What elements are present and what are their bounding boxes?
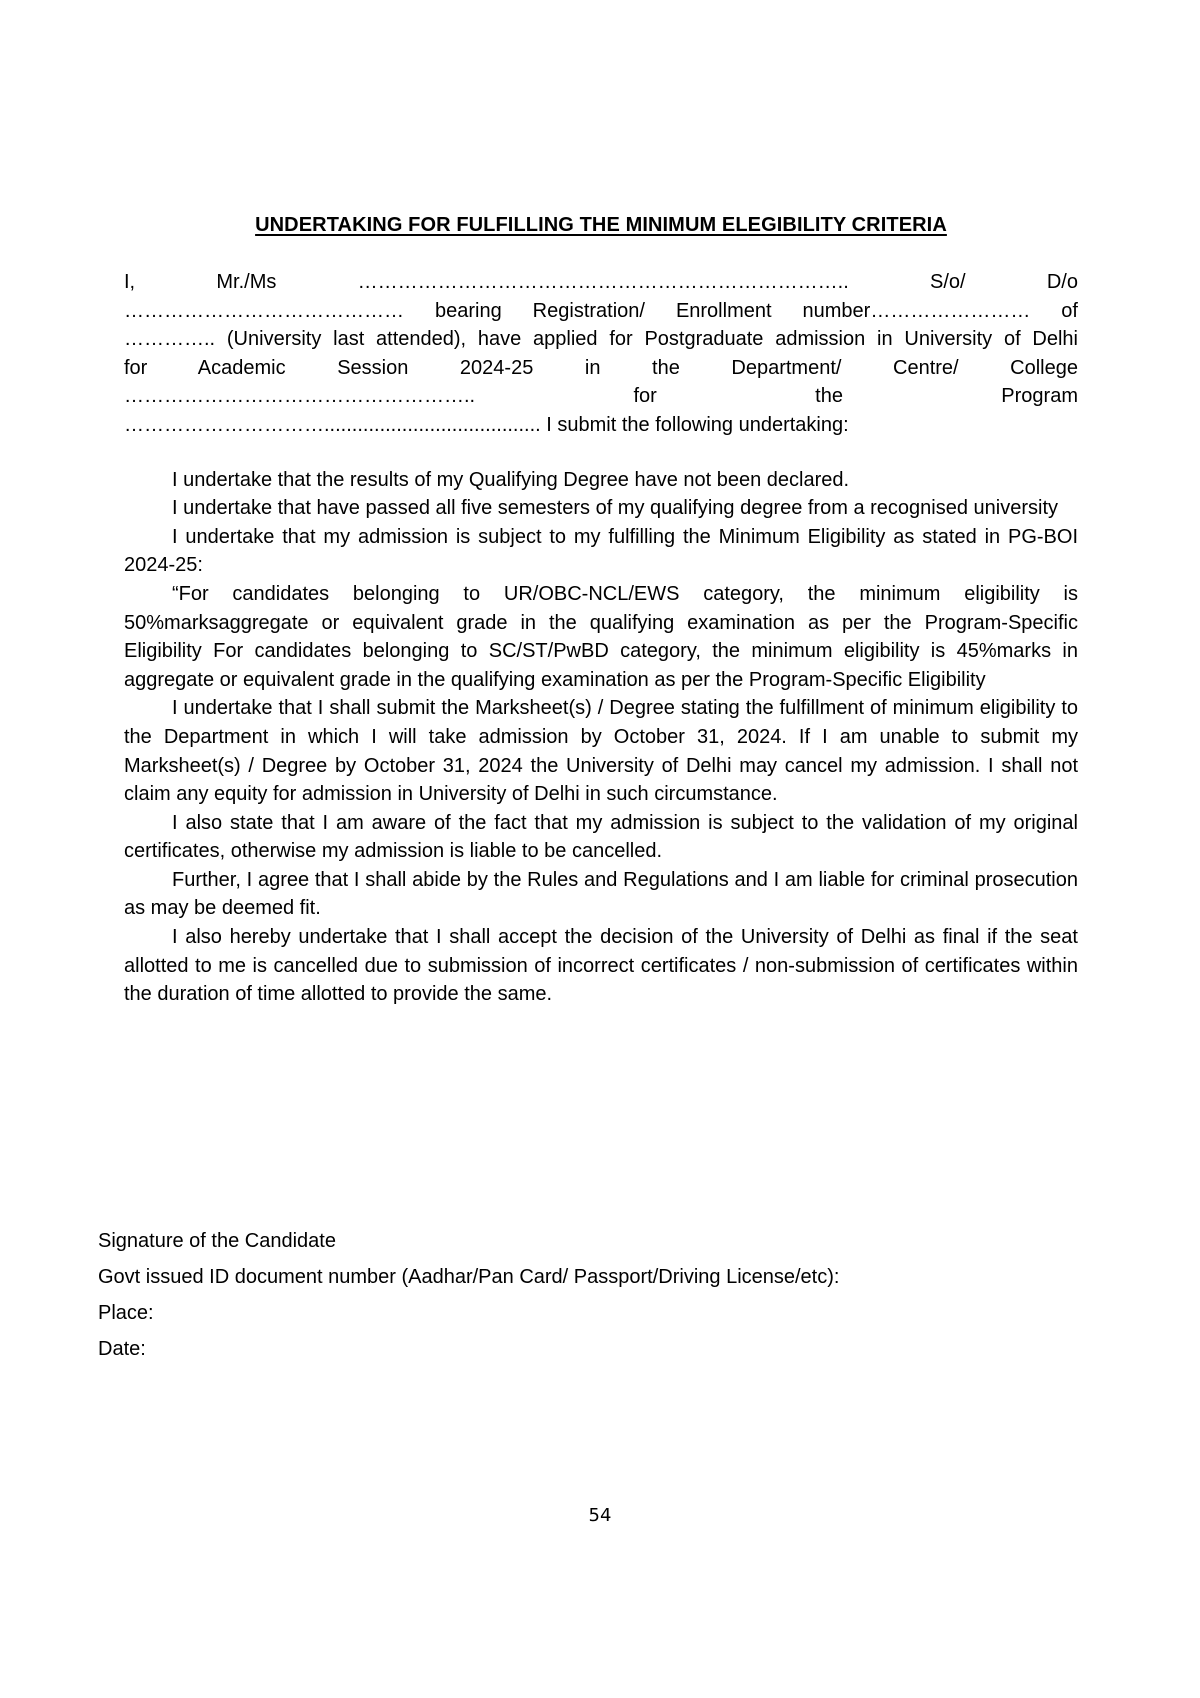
- document-title: UNDERTAKING FOR FULFILLING THE MINIMUM ELEGIBILITY CRITERIA: [255, 214, 947, 236]
- eligibility-quote: “For candidates belonging to UR/OBC-NCL/EWS category, the minimum eligibility is 50%marksaggregate or equivalent grade in the qualifying examination as per the Program-Specific Eligibility For candidates belonging to SC/ST/PwBD category, the minimum eligibility is 45%marks in aggregate or equivalent grade in the qualifying examination as per the Program-Specific Eligibility: [124, 582, 1078, 691]
- undertaking-paragraph-3: I undertake that my admission is subject to my fulfilling the Minimum Eligibility as stated in PG-BOI 2024-25:: [124, 525, 1078, 577]
- undertaking-paragraph-4: I undertake that I shall submit the Marksheet(s) / Degree stating the fulfillment of minimum eligibility to the Department in which I will take admission by October 31, 2024. If I am unable to submit my Marksheet(s) / Degree by October 31, 2024 the University of Delhi may cancel my admission. I shall not claim any equity for admission in University of Delhi in such circumstance.: [124, 697, 1078, 806]
- undertaking-paragraph-6: Further, I agree that I shall abide by the Rules and Regulations and I am liable for criminal prosecution as may be deemed fit.: [124, 868, 1078, 920]
- govt-id-label: Govt issued ID document number (Aadhar/Pan Card/ Passport/Driving License/etc):: [98, 1266, 840, 1288]
- undertaking-body: [124, 268, 1078, 1009]
- intro-line-2: …………………………………… bearing Registration/ Enrollment number…………………… of: [124, 299, 1078, 322]
- intro-line-4: for Academic Session 2024-25 in the Department/ Centre/ College: [124, 356, 1078, 379]
- undertaking-paragraph-5: I also state that I am aware of the fact that my admission is subject to the validation of my original certificates, otherwise my admission is liable to be cancelled.: [124, 811, 1078, 863]
- signature-block: [98, 1223, 998, 1367]
- undertaking-paragraph-1: I undertake that the results of my Qualifying Degree have not been declared.: [172, 468, 850, 491]
- intro-line-3: ………….. (University last attended), have applied for Postgraduate admission in University of Delhi: [124, 328, 1078, 351]
- undertaking-paragraph-2: I undertake that have passed all five semesters of my qualifying degree from a recognised university: [172, 497, 1059, 520]
- intro-line-1: I, Mr./Ms ……………………………………………………………….. S/o/ D/o: [124, 271, 1078, 293]
- signature-label: Signature of the Candidate: [98, 1230, 336, 1252]
- place-label: Place:: [98, 1302, 154, 1324]
- date-label: Date:: [98, 1338, 146, 1360]
- undertaking-paragraph-7: I also hereby undertake that I shall accept the decision of the University of Delhi as final if the seat allotted to me is cancelled due to submission of incorrect certificates / non-submission of certificates within the duration of time allotted to provide the same.: [124, 926, 1078, 1006]
- intro-line-6: …………………………....................................... I submit the following undertaking:: [124, 413, 849, 436]
- page-number: 54: [588, 1505, 612, 1526]
- intro-line-5: …………………………………………….. for the Program: [124, 385, 1078, 408]
